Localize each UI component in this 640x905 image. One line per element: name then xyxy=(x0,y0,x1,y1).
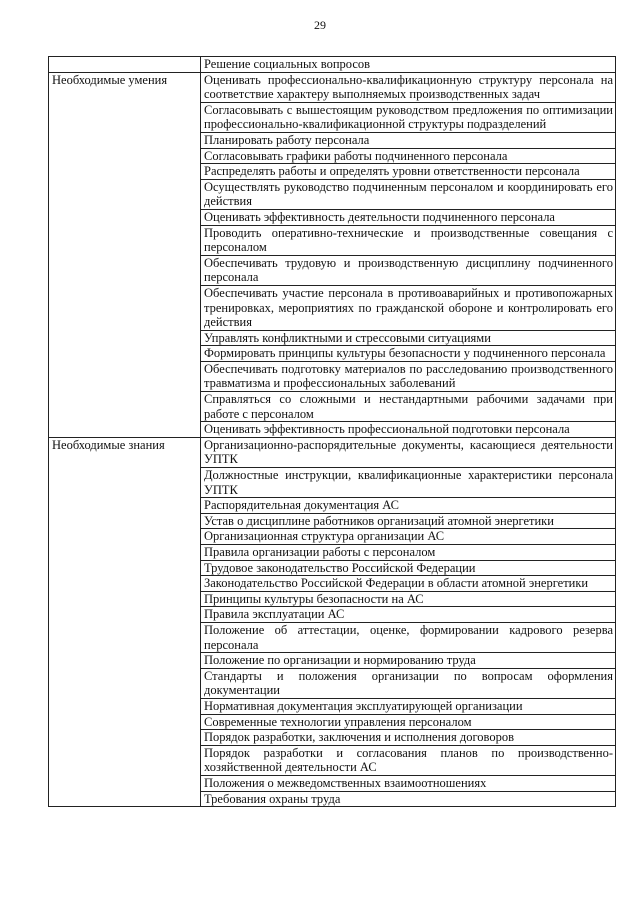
knowledge-item: Организационная структура организации АС xyxy=(201,529,616,545)
knowledge-item: Положение об аттестации, оценке, формировании кадрового резерва персонала xyxy=(201,622,616,652)
skill-item: Согласовывать с вышестоящим руководством предложения по оптимизации профессионально-квалификационной структуры подразделений xyxy=(201,102,616,132)
knowledge-item: Трудовое законодательство Российской Федерации xyxy=(201,560,616,576)
table-row xyxy=(49,72,616,102)
requirements-table-body xyxy=(49,57,616,807)
skill-item: Оценивать профессионально-квалификационную структуру персонала на соответствие характеру выполняемых производственных задач xyxy=(201,72,616,102)
knowledge-item: Законодательство Российской Федерации в области атомной энергетики xyxy=(201,576,616,592)
knowledge-item: Правила эксплуатации АС xyxy=(201,607,616,623)
skill-item: Обеспечивать подготовку материалов по расследованию производственного травматизма и профессиональных заболеваний xyxy=(201,361,616,391)
knowledge-item: Правила организации работы с персоналом xyxy=(201,545,616,561)
skill-item: Управлять конфликтными и стрессовыми ситуациями xyxy=(201,330,616,346)
table-row xyxy=(49,437,616,467)
knowledge-item: Положения о межведомственных взаимоотношениях xyxy=(201,775,616,791)
knowledge-item: Организационно-распорядительные документы, касающиеся деятельности УПТК xyxy=(201,437,616,467)
skill-item: Обеспечивать участие персонала в противоаварийных и противопожарных тренировках, мероприятиях по гражданской обороне и контролировать его действия xyxy=(201,285,616,330)
skill-item: Проводить оперативно-технические и производственные совещания с персоналом xyxy=(201,225,616,255)
skill-item: Формировать принципы культуры безопасности у подчиненного персонала xyxy=(201,346,616,362)
skill-item: Планировать работу персонала xyxy=(201,132,616,148)
skill-item: Распределять работы и определять уровни ответственности персонала xyxy=(201,164,616,180)
knowledge-item: Положение по организации и нормированию труда xyxy=(201,653,616,669)
skill-item: Согласовывать графики работы подчиненного персонала xyxy=(201,148,616,164)
knowledge-item: Распорядительная документация АС xyxy=(201,498,616,514)
continuation-item: Решение социальных вопросов xyxy=(201,57,616,73)
knowledge-item: Устав о дисциплине работников организаций атомной энергетики xyxy=(201,513,616,529)
knowledge-item: Порядок разработки, заключения и исполнения договоров xyxy=(201,730,616,746)
knowledge-item: Стандарты и положения организации по вопросам оформления документации xyxy=(201,668,616,698)
knowledge-item: Требования охраны труда xyxy=(201,791,616,807)
skill-item: Оценивать эффективность деятельности подчиненного персонала xyxy=(201,209,616,225)
skill-item: Обеспечивать трудовую и производственную дисциплину подчиненного персонала xyxy=(201,255,616,285)
table-row xyxy=(49,57,616,73)
empty-label-cell xyxy=(49,57,201,73)
skill-item: Справляться со сложными и нестандартными рабочими задачами при работе с персоналом xyxy=(201,392,616,422)
knowledge-item: Должностные инструкции, квалификационные характеристики персонала УПТК xyxy=(201,468,616,498)
skills-label: Необходимые умения xyxy=(49,72,201,437)
skill-item: Осуществлять руководство подчиненным персоналом и координировать его действия xyxy=(201,179,616,209)
knowledge-item: Нормативная документация эксплуатирующей организации xyxy=(201,698,616,714)
skill-item: Оценивать эффективность профессиональной подготовки персонала xyxy=(201,422,616,438)
knowledge-item: Порядок разработки и согласования планов по производственно-хозяйственной деятельности АС xyxy=(201,745,616,775)
page-number: 29 xyxy=(314,18,326,32)
knowledge-item: Современные технологии управления персоналом xyxy=(201,714,616,730)
requirements-table xyxy=(48,56,616,807)
knowledge-label: Необходимые знания xyxy=(49,437,201,806)
knowledge-item: Принципы культуры безопасности на АС xyxy=(201,591,616,607)
